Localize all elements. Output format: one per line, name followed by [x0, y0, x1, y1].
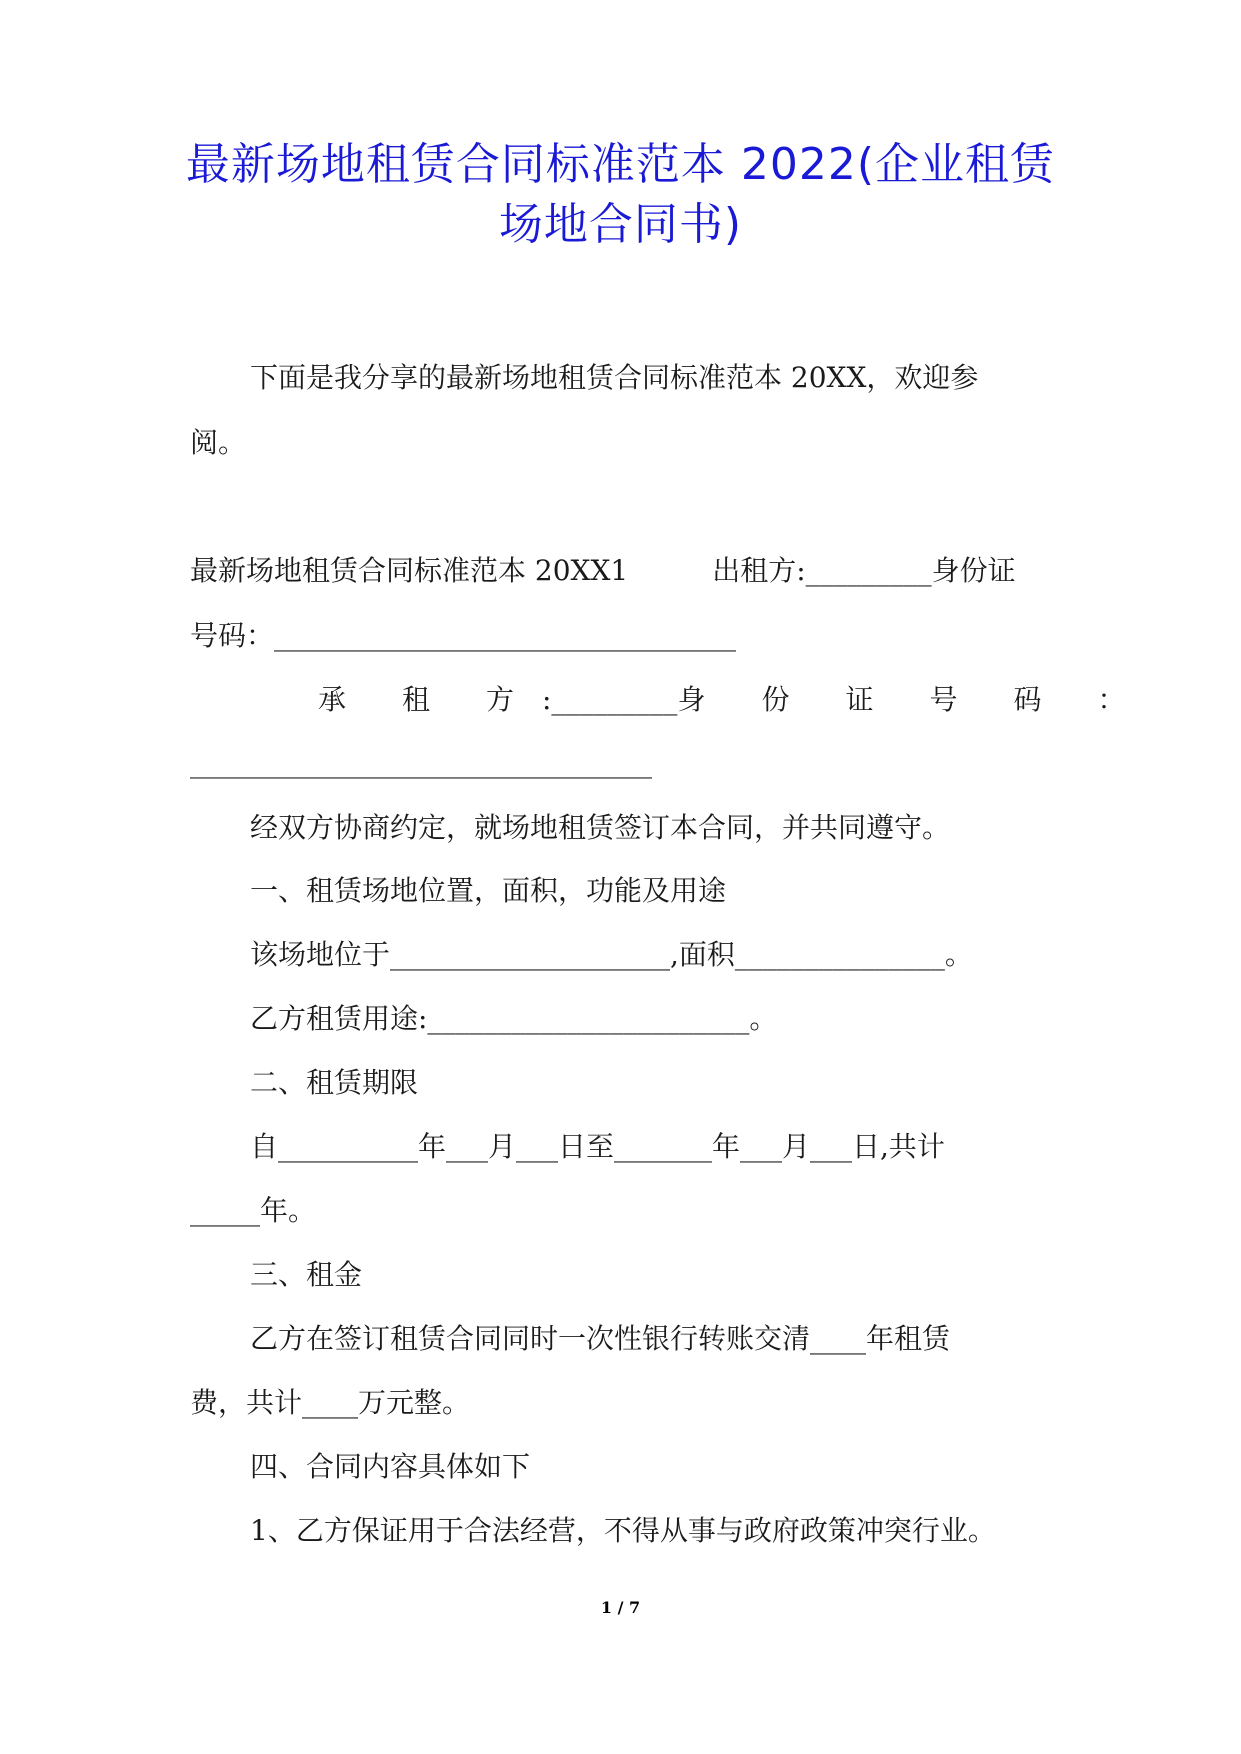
lessor-line: 最新场地租赁合同标准范本 20XX1 出租方:_________身份证 — [190, 554, 1016, 587]
section-4-heading: 四、合同内容具体如下 — [250, 1450, 531, 1483]
section-3-payment-line-2: 费，共计____万元整。 — [190, 1386, 471, 1419]
section-2-heading: 二、租赁期限 — [250, 1066, 419, 1099]
lessee-id-label: 身 份 证 号 码 ： — [677, 683, 1126, 716]
document-title-line-1: 最新场地租赁合同标准范本 2022(企业租赁 — [185, 139, 1056, 190]
section-2-term-line-1: 自__________年___月___日至_______年___月___日,共计 — [250, 1130, 945, 1163]
section-3-payment-line-1: 乙方在签订租赁合同同时一次性银行转账交清____年租赁 — [250, 1322, 951, 1355]
section-1-heading: 一、租赁场地位置，面积，功能及用途 — [250, 874, 727, 907]
section-1-usage: 乙方租赁用途:_______________________。 — [250, 1002, 778, 1035]
section-4-item-1: 1、乙方保证用于合法经营，不得从事与政府政策冲突行业。 — [250, 1514, 996, 1547]
document-title-line-2: 场地合同书) — [498, 199, 743, 250]
intro-line-1: 下面是我分享的最新场地租赁合同标准范本 20XX，欢迎参 — [250, 361, 979, 394]
section-2-term-line-2: _____年。 — [190, 1194, 317, 1227]
section-1-location: 该场地位于____________________,面积_______________。 — [250, 938, 973, 971]
agreement-text: 经双方协商约定，就场地租赁签订本合同，并共同遵守。 — [250, 811, 951, 844]
page-number: 1 / 7 — [600, 1598, 641, 1617]
lessee-line — [318, 682, 1126, 718]
lessor-id-line: 号码：_________________________________ — [190, 619, 737, 652]
intro-line-2: 阅。 — [190, 426, 247, 459]
lessee-id-blank: _________________________________ — [190, 746, 652, 779]
lessee-label: 承 租 方 :_________ — [318, 683, 678, 716]
section-3-heading: 三、租金 — [250, 1258, 363, 1291]
